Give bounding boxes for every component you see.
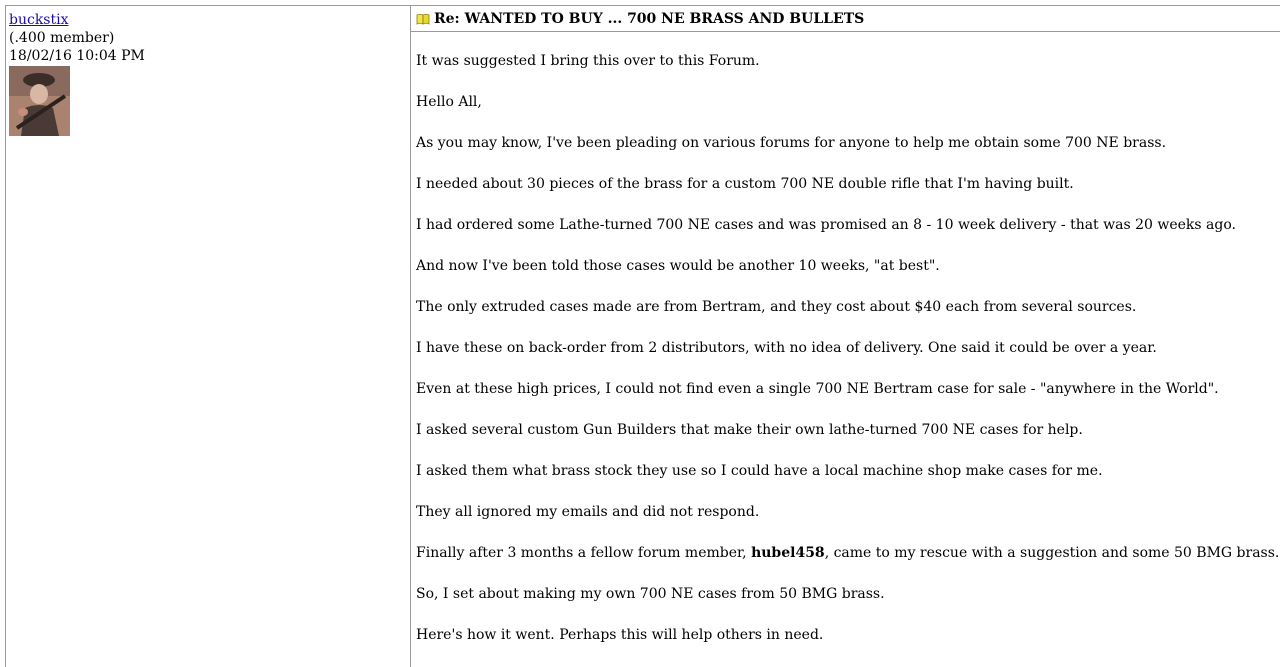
post-body: [411, 32, 1280, 667]
post-paragraph: I asked several custom Gun Builders that make their own lathe-turned 700 NE cases for help.: [416, 422, 1083, 438]
post-paragraph: It was suggested I bring this over to this Forum.: [416, 53, 760, 69]
post-paragraph: Hello All,: [416, 94, 482, 110]
open-book-icon: [416, 13, 430, 25]
rescue-text-after: , came to my rescue with a suggestion and some 50 BMG brass.: [824, 545, 1280, 561]
post-subject-bar: [411, 6, 1280, 32]
post-paragraph: I asked them what brass stock they use so I could have a local machine shop make cases for me.: [416, 463, 1103, 479]
author-rank: (.400 member): [9, 30, 115, 46]
post-paragraph: The only extruded cases made are from Bertram, and they cost about $40 each from several sources.: [416, 299, 1137, 315]
post-date: 18/02/16 10:04 PM: [9, 48, 145, 64]
post-content: [411, 6, 1280, 667]
post-paragraph: I had ordered some Lathe-turned 700 NE cases and was promised an 8 - 10 week delivery - that was 20 weeks ago.: [416, 217, 1236, 233]
post-paragraph: And now I've been told those cases would be another 10 weeks, "at best".: [416, 258, 940, 274]
post-paragraph: I needed about 30 pieces of the brass for a custom 700 NE double rifle that I'm having built.: [416, 176, 1074, 192]
post-paragraph-rescue: [416, 544, 1280, 562]
author-panel: [6, 6, 411, 667]
post-paragraph: They all ignored my emails and did not respond.: [416, 504, 760, 520]
avatar[interactable]: [9, 66, 70, 136]
post-paragraph: So, I set about making my own 700 NE cases from 50 BMG brass.: [416, 586, 885, 602]
mentioned-member: hubel458: [751, 545, 825, 561]
author-name-link[interactable]: buckstix: [9, 12, 69, 28]
forum-post: [5, 5, 1280, 667]
post-paragraph: Even at these high prices, I could not find even a single 700 NE Bertram case for sale - "anywhere in the World".: [416, 381, 1219, 397]
post-paragraph: As you may know, I've been pleading on various forums for anyone to help me obtain some 700 NE brass.: [416, 135, 1167, 151]
post-paragraph: Here's how it went. Perhaps this will help others in need.: [416, 627, 824, 643]
rescue-text-before: Finally after 3 months a fellow forum member,: [416, 545, 752, 561]
post-paragraph: I have these on back-order from 2 distributors, with no idea of delivery. One said it could be over a year.: [416, 340, 1157, 356]
post-subject: Re: WANTED TO BUY ... 700 NE BRASS AND BULLETS: [434, 10, 865, 27]
